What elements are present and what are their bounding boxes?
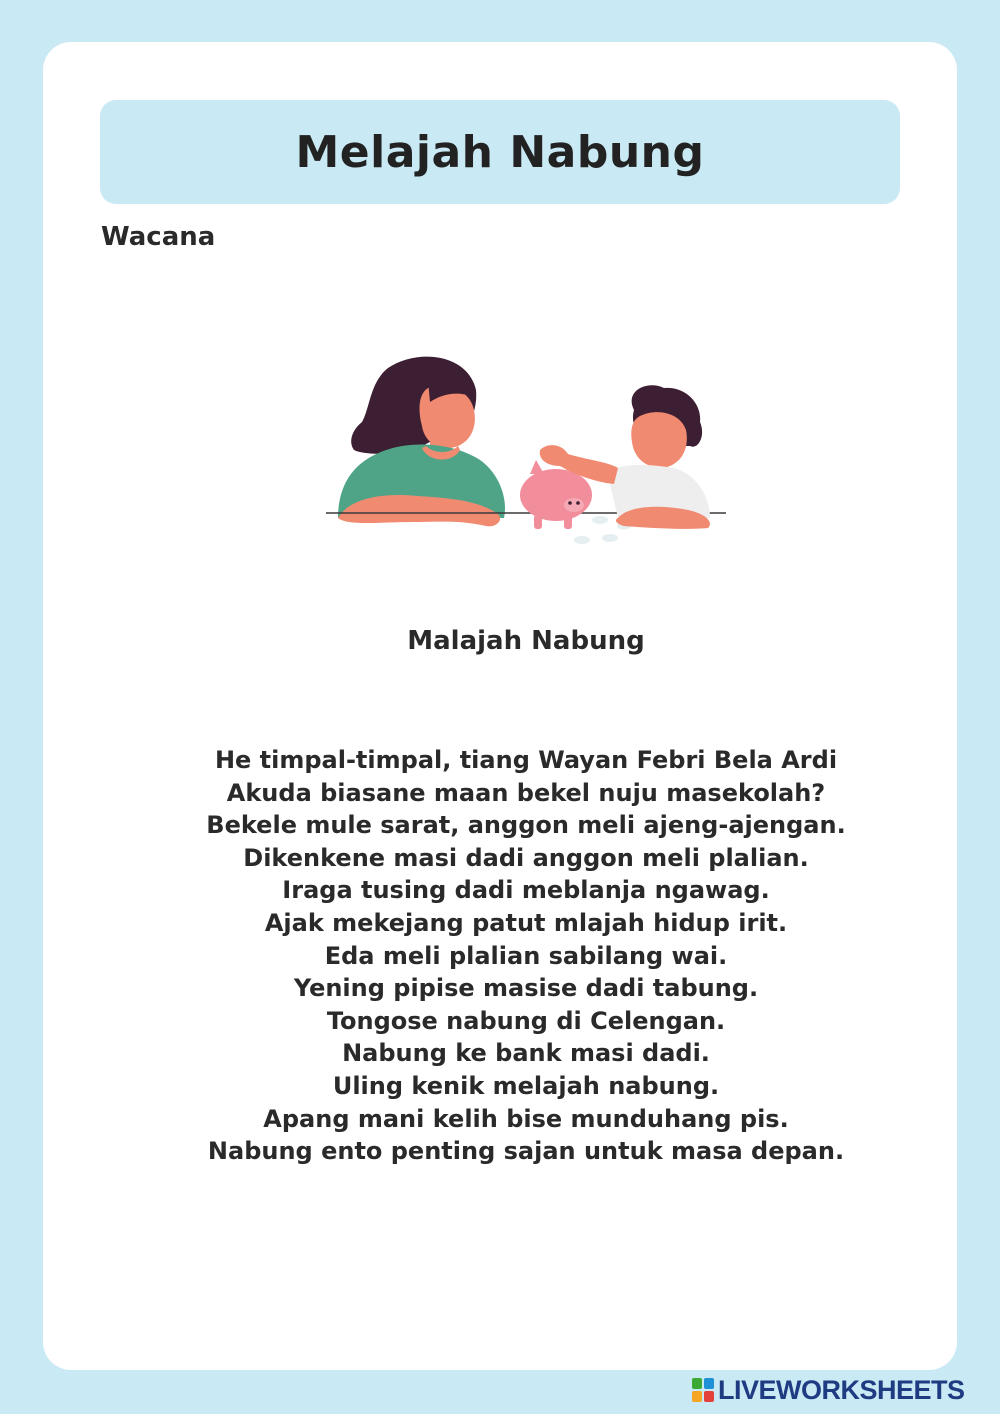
story-line: Iraga tusing dadi meblanja ngawag. [282,876,770,905]
story-line: Nabung ke bank masi dadi. [342,1039,710,1068]
story-line: Uling kenik melajah nabung. [332,1071,720,1100]
story-line: Yening pipise masise dadi tabung. [293,974,759,1003]
story-text [150,744,902,1168]
brand-name: LIVEWORKSHEETS [718,1374,965,1405]
story-line: Apang mani kelih bise munduhang pis. [263,1104,789,1133]
section-label: Wacana [101,222,216,252]
story-line: Ajak mekejang patut mlajah hidup irit. [264,908,788,937]
liveworksheets-logo-icon [692,1378,714,1402]
piggy-bank-illustration [318,350,728,550]
story-title: Malajah Nabung [407,626,645,656]
story-line: Bekele mule sarat, anggon meli ajeng-ajengan. [206,811,846,840]
liveworksheets-brand[interactable] [692,1376,965,1404]
title-banner [100,100,900,204]
story-line: Akuda biasane maan bekel nuju masekolah? [226,778,826,807]
story-line: Dikenkene masi dadi anggon meli plalian. [243,843,809,872]
story-line: Eda meli plalian sabilang wai. [324,941,728,970]
story-line: Nabung ento penting sajan untuk masa depan. [207,1137,845,1166]
mother-child-piggy-bank-icon [318,350,728,550]
story-line: He timpal-timpal, tiang Wayan Febri Bela Ardi [214,746,838,774]
story-line: Tongose nabung di Celengan. [326,1006,726,1035]
page-title: Melajah Nabung [295,126,705,178]
